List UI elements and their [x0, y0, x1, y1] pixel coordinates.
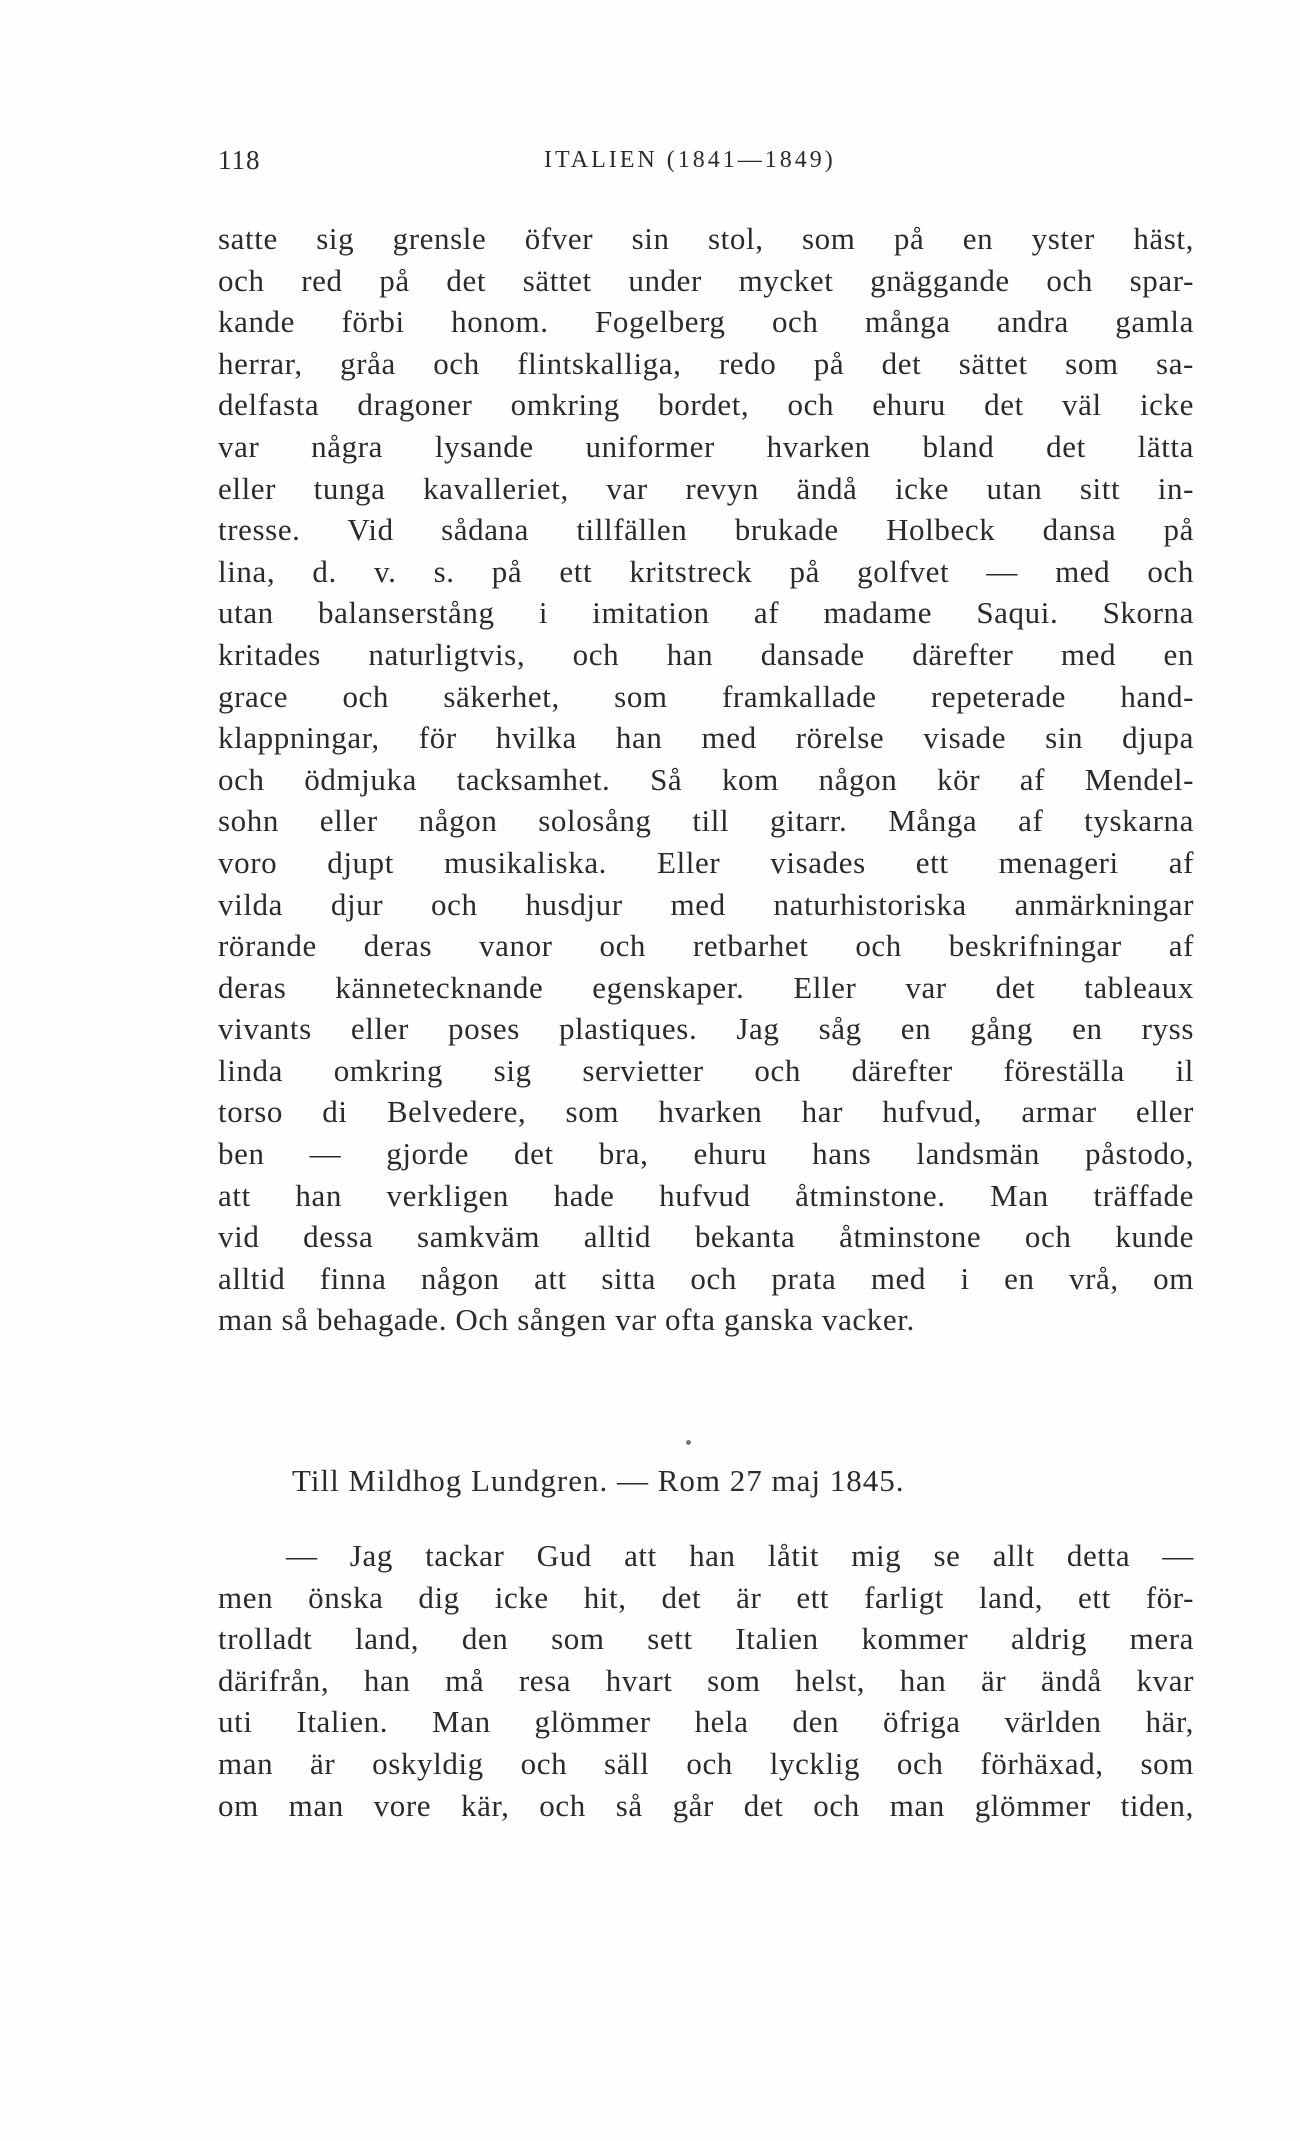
running-title: ITALIEN (1841—1849) [544, 147, 836, 173]
text-line: ben — gjorde det bra, ehuru hans landsmän påstodo, [218, 1136, 1194, 1172]
text-line: men önska dig icke hit, det är ett farligt land, ett för- [218, 1579, 1194, 1615]
text-line: utan balanserstång i imitation af madame Saqui. Skorna [218, 595, 1194, 631]
text-line: klappningar, för hvilka han med rörelse visade sin djupa [218, 720, 1194, 756]
text-line: var några lysande uniformer hvarken bland det lätta [218, 428, 1194, 464]
page-number: 118 [218, 145, 261, 175]
text-line: grace och säkerhet, som framkallade repeterade hand- [218, 678, 1194, 714]
text-line: vilda djur och husdjur med naturhistoriska anmärkningar [218, 886, 1194, 922]
text-line: och ödmjuka tacksamhet. Så kom någon kör af Mendel- [218, 761, 1194, 797]
text-line: linda omkring sig servietter och därefter föreställa il [218, 1052, 1194, 1088]
text-line: man är oskyldig och säll och lycklig och förhäxad, som [218, 1745, 1194, 1781]
text-line: om man vore kär, och så går det och man glömmer tiden, [218, 1787, 1194, 1823]
text-line: delfasta dragoner omkring bordet, och ehuru det väl icke [218, 387, 1194, 423]
text-line: eller tunga kavalleriet, var revyn ändå icke utan sitt in- [218, 470, 1194, 506]
text-line: kande förbi honom. Fogelberg och många andra gamla [218, 304, 1194, 340]
text-line: kritades naturligtvis, och han dansade därefter med en [218, 636, 1194, 672]
text-line: trolladt land, den som sett Italien kommer aldrig mera [218, 1621, 1194, 1657]
text-line: att han verkligen hade hufvud åtminstone. Man träffade [218, 1177, 1194, 1213]
text-line: herrar, gråa och flintskalliga, redo på det sättet som sa- [218, 345, 1194, 381]
text-line: — Jag tackar Gud att han låtit mig se allt detta — [286, 1538, 1194, 1573]
text-line: och red på det sättet under mycket gnäggande och spar- [218, 262, 1194, 298]
text-line: torso di Belvedere, som hvarken har hufvud, armar eller [218, 1094, 1194, 1130]
paragraph-main [218, 218, 1194, 1341]
text-line: vid dessa samkväm alltid bekanta åtminstone och kunde [218, 1219, 1194, 1255]
letter-heading: Till Mildhog Lundgren. — Rom 27 maj 1845. [292, 1463, 905, 1498]
running-head [218, 145, 1198, 185]
letter-body [218, 1535, 1194, 1826]
text-line: voro djupt musikaliska. Eller visades ett menageri af [218, 844, 1194, 880]
text-line: deras kännetecknande egenskaper. Eller var det tableaux [218, 969, 1194, 1005]
text-line: alltid finna någon att sitta och prata med i en vrå, om [218, 1260, 1194, 1296]
text-line: rörande deras vanor och retbarhet och beskrifningar af [218, 928, 1194, 964]
text-line: sohn eller någon solosång till gitarr. Många af tyskarna [218, 803, 1194, 839]
text-line: man så behagade. Och sången var ofta ganska vacker. [218, 1302, 915, 1338]
text-line: tresse. Vid sådana tillfällen brukade Holbeck dansa på [218, 512, 1194, 548]
text-line: lina, d. v. s. på ett kritstreck på golfvet — med och [218, 553, 1194, 589]
text-line: vivants eller poses plastiques. Jag såg en gång en ryss [218, 1011, 1194, 1047]
text-line: därifrån, han må resa hvart som helst, han är ändå kvar [218, 1662, 1194, 1698]
text-line: satte sig grensle öfver sin stol, som på en yster häst, [218, 221, 1194, 256]
ink-speck [686, 1440, 691, 1445]
text-line: uti Italien. Man glömmer hela den öfriga världen här, [218, 1704, 1194, 1740]
